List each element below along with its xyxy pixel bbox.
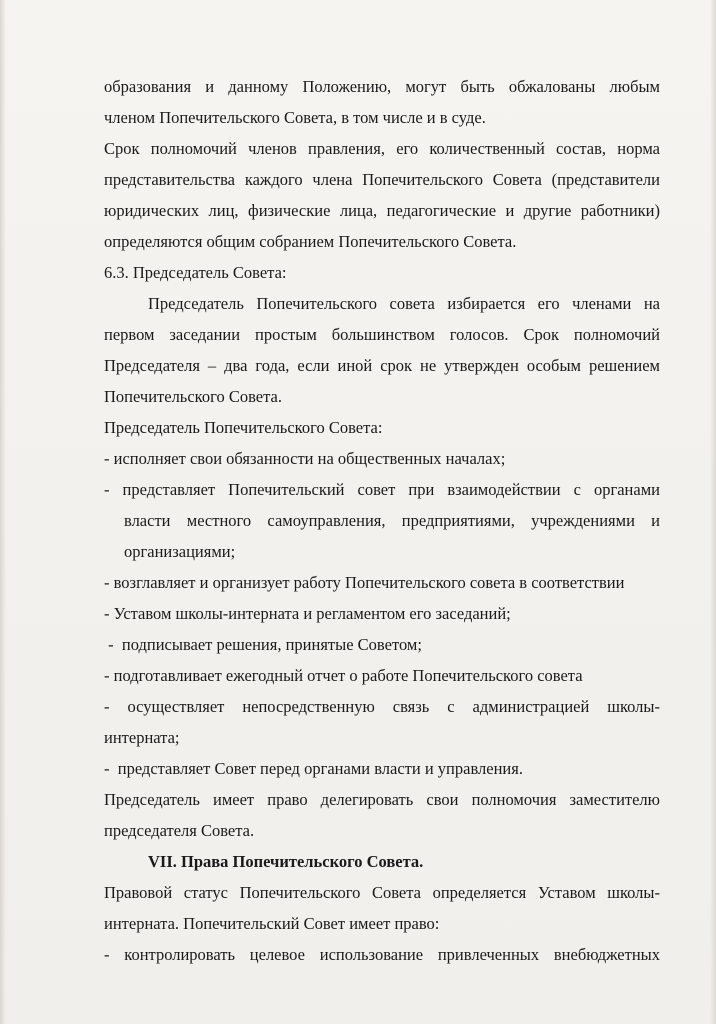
list-item: - подготавливает ежегодный отчет о работе Попечительского совета <box>104 666 583 685</box>
list-item: - возглавляет и организует работу Попечительского совета в соответствии <box>104 573 625 592</box>
text-line: Срок полномочий членов правления, его количественный состав, норма <box>104 139 660 158</box>
section-heading: VII. Права Попечительского Совета. <box>148 852 424 871</box>
list-item-continuation: интерната; <box>104 728 180 747</box>
page-right-shadow <box>710 0 716 1024</box>
text-line: Председателя – два года, если иной срок не утвержден особым решением <box>104 356 660 375</box>
list-item-continuation: власти местного самоуправления, предприятиями, учреждениями и <box>124 511 660 530</box>
text-line: образования и данному Положению, могут быть обжалованы любым <box>104 77 660 96</box>
list-item: - подписывает решения, принятые Советом; <box>104 635 422 654</box>
list-item: - осуществляет непосредственную связь с администрацией школы- <box>104 697 660 716</box>
text-line: Председатель Попечительского совета избирается его членами на <box>148 294 660 313</box>
text-line: интерната. Попечительский Совет имеет право: <box>104 914 440 933</box>
list-item-continuation: организациями; <box>124 542 236 561</box>
text-line: юридических лиц, физические лица, педагогические и другие работники) <box>104 201 660 220</box>
text-line: определяются общим собранием Попечительского Совета. <box>104 232 517 251</box>
text-line: представительства каждого члена Попечительского Совета (представители <box>104 170 660 189</box>
text-line: Правовой статус Попечительского Совета определяется Уставом школы- <box>104 883 660 902</box>
text-line: Попечительского Совета. <box>104 387 282 406</box>
text-line: председателя Совета. <box>104 821 255 840</box>
page-left-shadow <box>0 0 6 1024</box>
list-item: - Уставом школы-интерната и регламентом его заседаний; <box>104 604 511 623</box>
text-line: первом заседании простым большинством голосов. Срок полномочий <box>104 325 660 344</box>
section-subheading: 6.3. Председатель Совета: <box>104 263 287 282</box>
list-item: - контролировать целевое использование привлеченных внебюджетных <box>104 945 660 964</box>
list-item: - представляет Попечительский совет при взаимодействии с органами <box>104 480 660 499</box>
list-item: - представляет Совет перед органами власти и управления. <box>104 759 523 778</box>
text-line: Председатель имеет право делегировать свои полномочия заместителю <box>104 790 660 809</box>
text-line: членом Попечительского Совета, в том числе и в суде. <box>104 108 486 127</box>
text-line: Председатель Попечительского Совета: <box>104 418 383 437</box>
list-item: - исполняет свои обязанности на общественных началах; <box>104 449 506 468</box>
